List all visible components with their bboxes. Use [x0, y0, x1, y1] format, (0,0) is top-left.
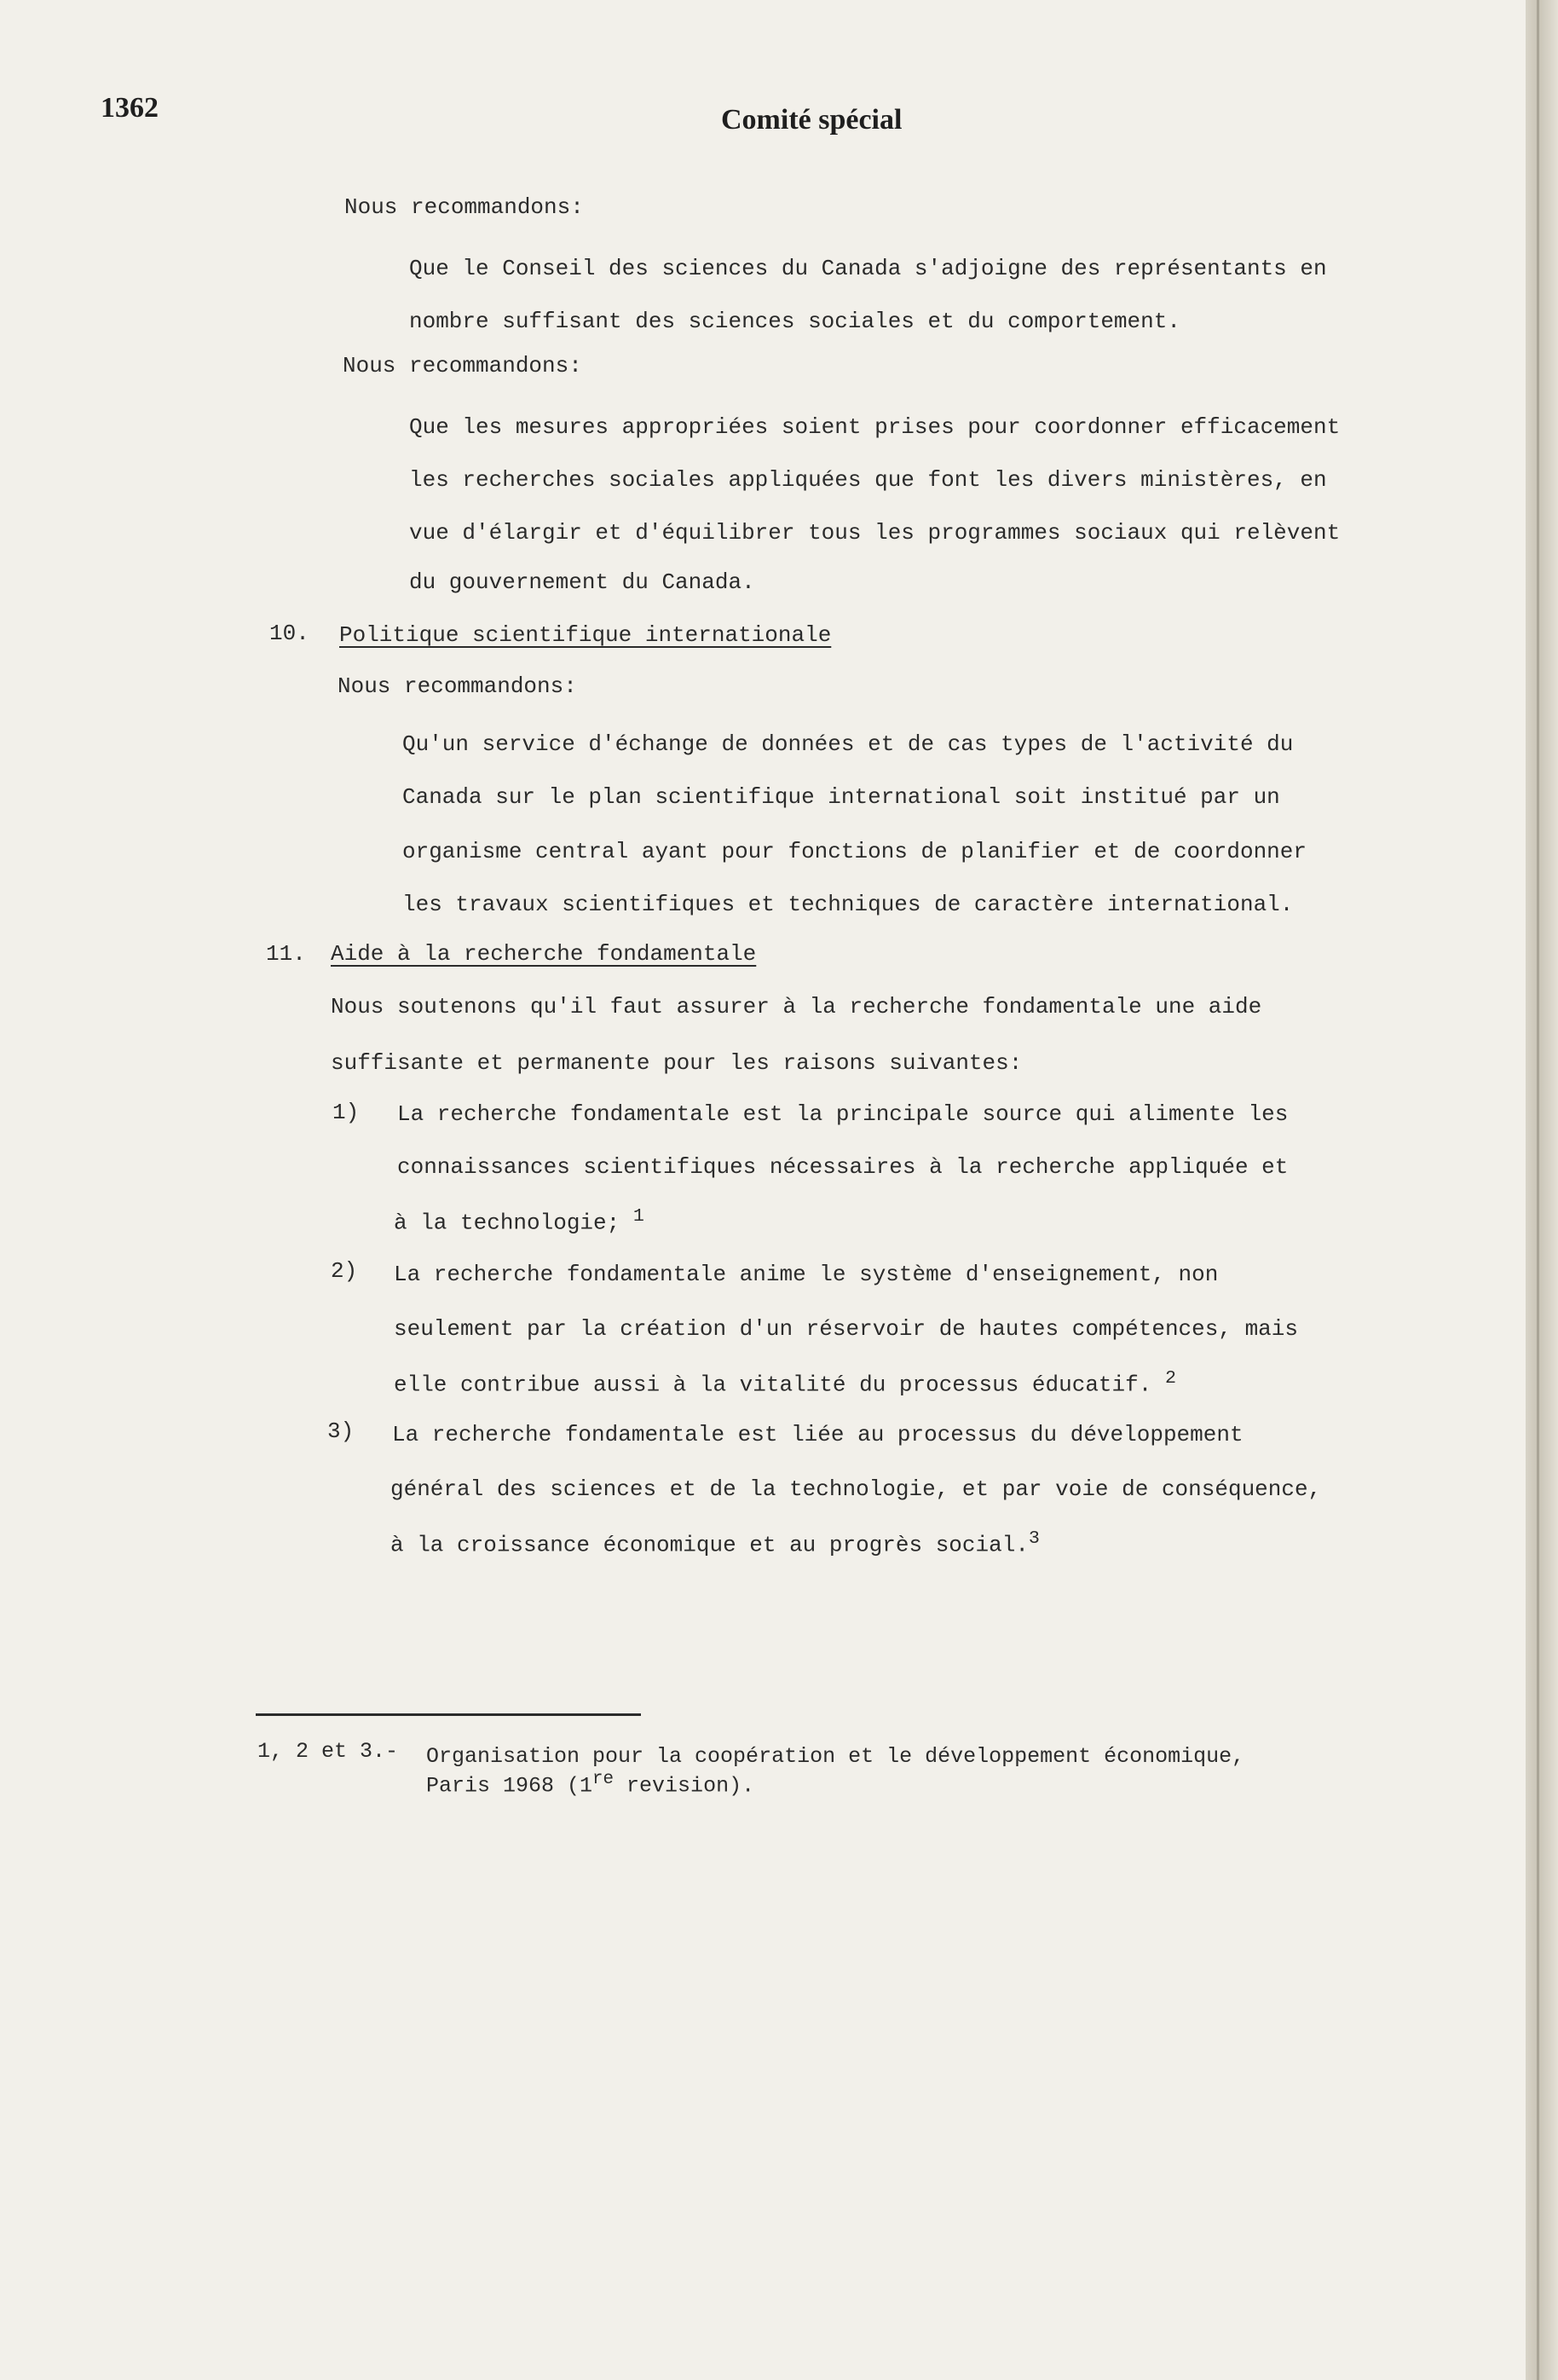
- paragraph-line: suffisante et permanente pour les raisons suivantes:: [331, 1050, 1023, 1076]
- list-item-line: seulement par la création d'un réservoir de hautes compétences, mais: [394, 1316, 1298, 1342]
- paragraph-line: Nous soutenons qu'il faut assurer à la recherche fondamentale une aide: [331, 994, 1262, 1020]
- recommendation-intro: Nous recommandons:: [343, 353, 582, 378]
- footnote-divider: [256, 1713, 641, 1716]
- list-item-line: connaissances scientifiques nécessaires à la recherche appliquée et: [397, 1154, 1289, 1180]
- footnote-text-line: [426, 1770, 754, 1798]
- footnote-superscript: re: [592, 1770, 615, 1789]
- list-item-number: 2): [331, 1258, 358, 1284]
- list-item-number: 1): [332, 1100, 360, 1125]
- list-item-text: à la technologie;: [394, 1210, 620, 1236]
- recommendation-intro: Nous recommandons:: [338, 673, 577, 699]
- page-edge: [1526, 0, 1558, 2380]
- list-item-line: [394, 1367, 1176, 1398]
- section-number: 10.: [269, 621, 309, 646]
- footnote-reference: 1: [632, 1205, 644, 1227]
- footnote-text-line: Organisation pour la coopération et le développement économique,: [426, 1744, 1245, 1769]
- list-item-line: La recherche fondamentale anime le système d'enseignement, non: [394, 1262, 1219, 1287]
- page-number: 1362: [101, 92, 159, 124]
- recommendation-intro: Nous recommandons:: [344, 194, 584, 220]
- recommendation-text-line: Qu'un service d'échange de données et de cas types de l'activité du: [402, 731, 1294, 757]
- footnote-text: revision).: [614, 1773, 755, 1799]
- list-item-line: La recherche fondamentale est liée au processus du développement: [392, 1422, 1244, 1447]
- recommendation-text-line: organisme central ayant pour fonctions de planifier et de coordonner: [402, 839, 1307, 864]
- list-item-text: elle contribue aussi à la vitalité du processus éducatif.: [394, 1372, 1152, 1398]
- recommendation-text-line: les recherches sociales appliquées que font les divers ministères, en: [409, 467, 1327, 493]
- footnote-label: 1, 2 et 3.-: [257, 1739, 399, 1764]
- footnote-text: Paris 1968 (1: [426, 1773, 593, 1799]
- page-header-title: Comité spécial: [721, 104, 903, 136]
- recommendation-text-line: nombre suffisant des sciences sociales et du comportement.: [409, 309, 1180, 334]
- list-item-line: [394, 1205, 644, 1236]
- list-item-line: La recherche fondamentale est la principale source qui alimente les: [397, 1101, 1289, 1127]
- list-item-number: 3): [327, 1418, 355, 1444]
- recommendation-text-line: les travaux scientifiques et techniques de caractère international.: [402, 892, 1294, 917]
- footnote-reference: 2: [1164, 1367, 1176, 1389]
- section-number: 11.: [266, 941, 306, 967]
- list-item-line: général des sciences et de la technologie, et par voie de conséquence,: [390, 1476, 1322, 1502]
- footnote-reference: 3: [1028, 1528, 1040, 1549]
- list-item-line: [390, 1528, 1040, 1558]
- list-item-text: à la croissance économique et au progrès social.: [390, 1532, 1029, 1558]
- recommendation-text-line: Que le Conseil des sciences du Canada s'adjoigne des représentants en: [409, 256, 1327, 281]
- recommendation-text-line: vue d'élargir et d'équilibrer tous les programmes sociaux qui relèvent: [409, 520, 1341, 546]
- recommendation-text-line: Que les mesures appropriées soient prises pour coordonner efficacement: [409, 414, 1341, 440]
- section-heading: Aide à la recherche fondamentale: [331, 941, 757, 967]
- page-edge-line: [1537, 0, 1539, 2380]
- section-heading: Politique scientifique internationale: [339, 622, 832, 648]
- recommendation-text-line: Canada sur le plan scientifique international soit institué par un: [402, 784, 1280, 810]
- recommendation-text-line: du gouvernement du Canada.: [409, 569, 755, 595]
